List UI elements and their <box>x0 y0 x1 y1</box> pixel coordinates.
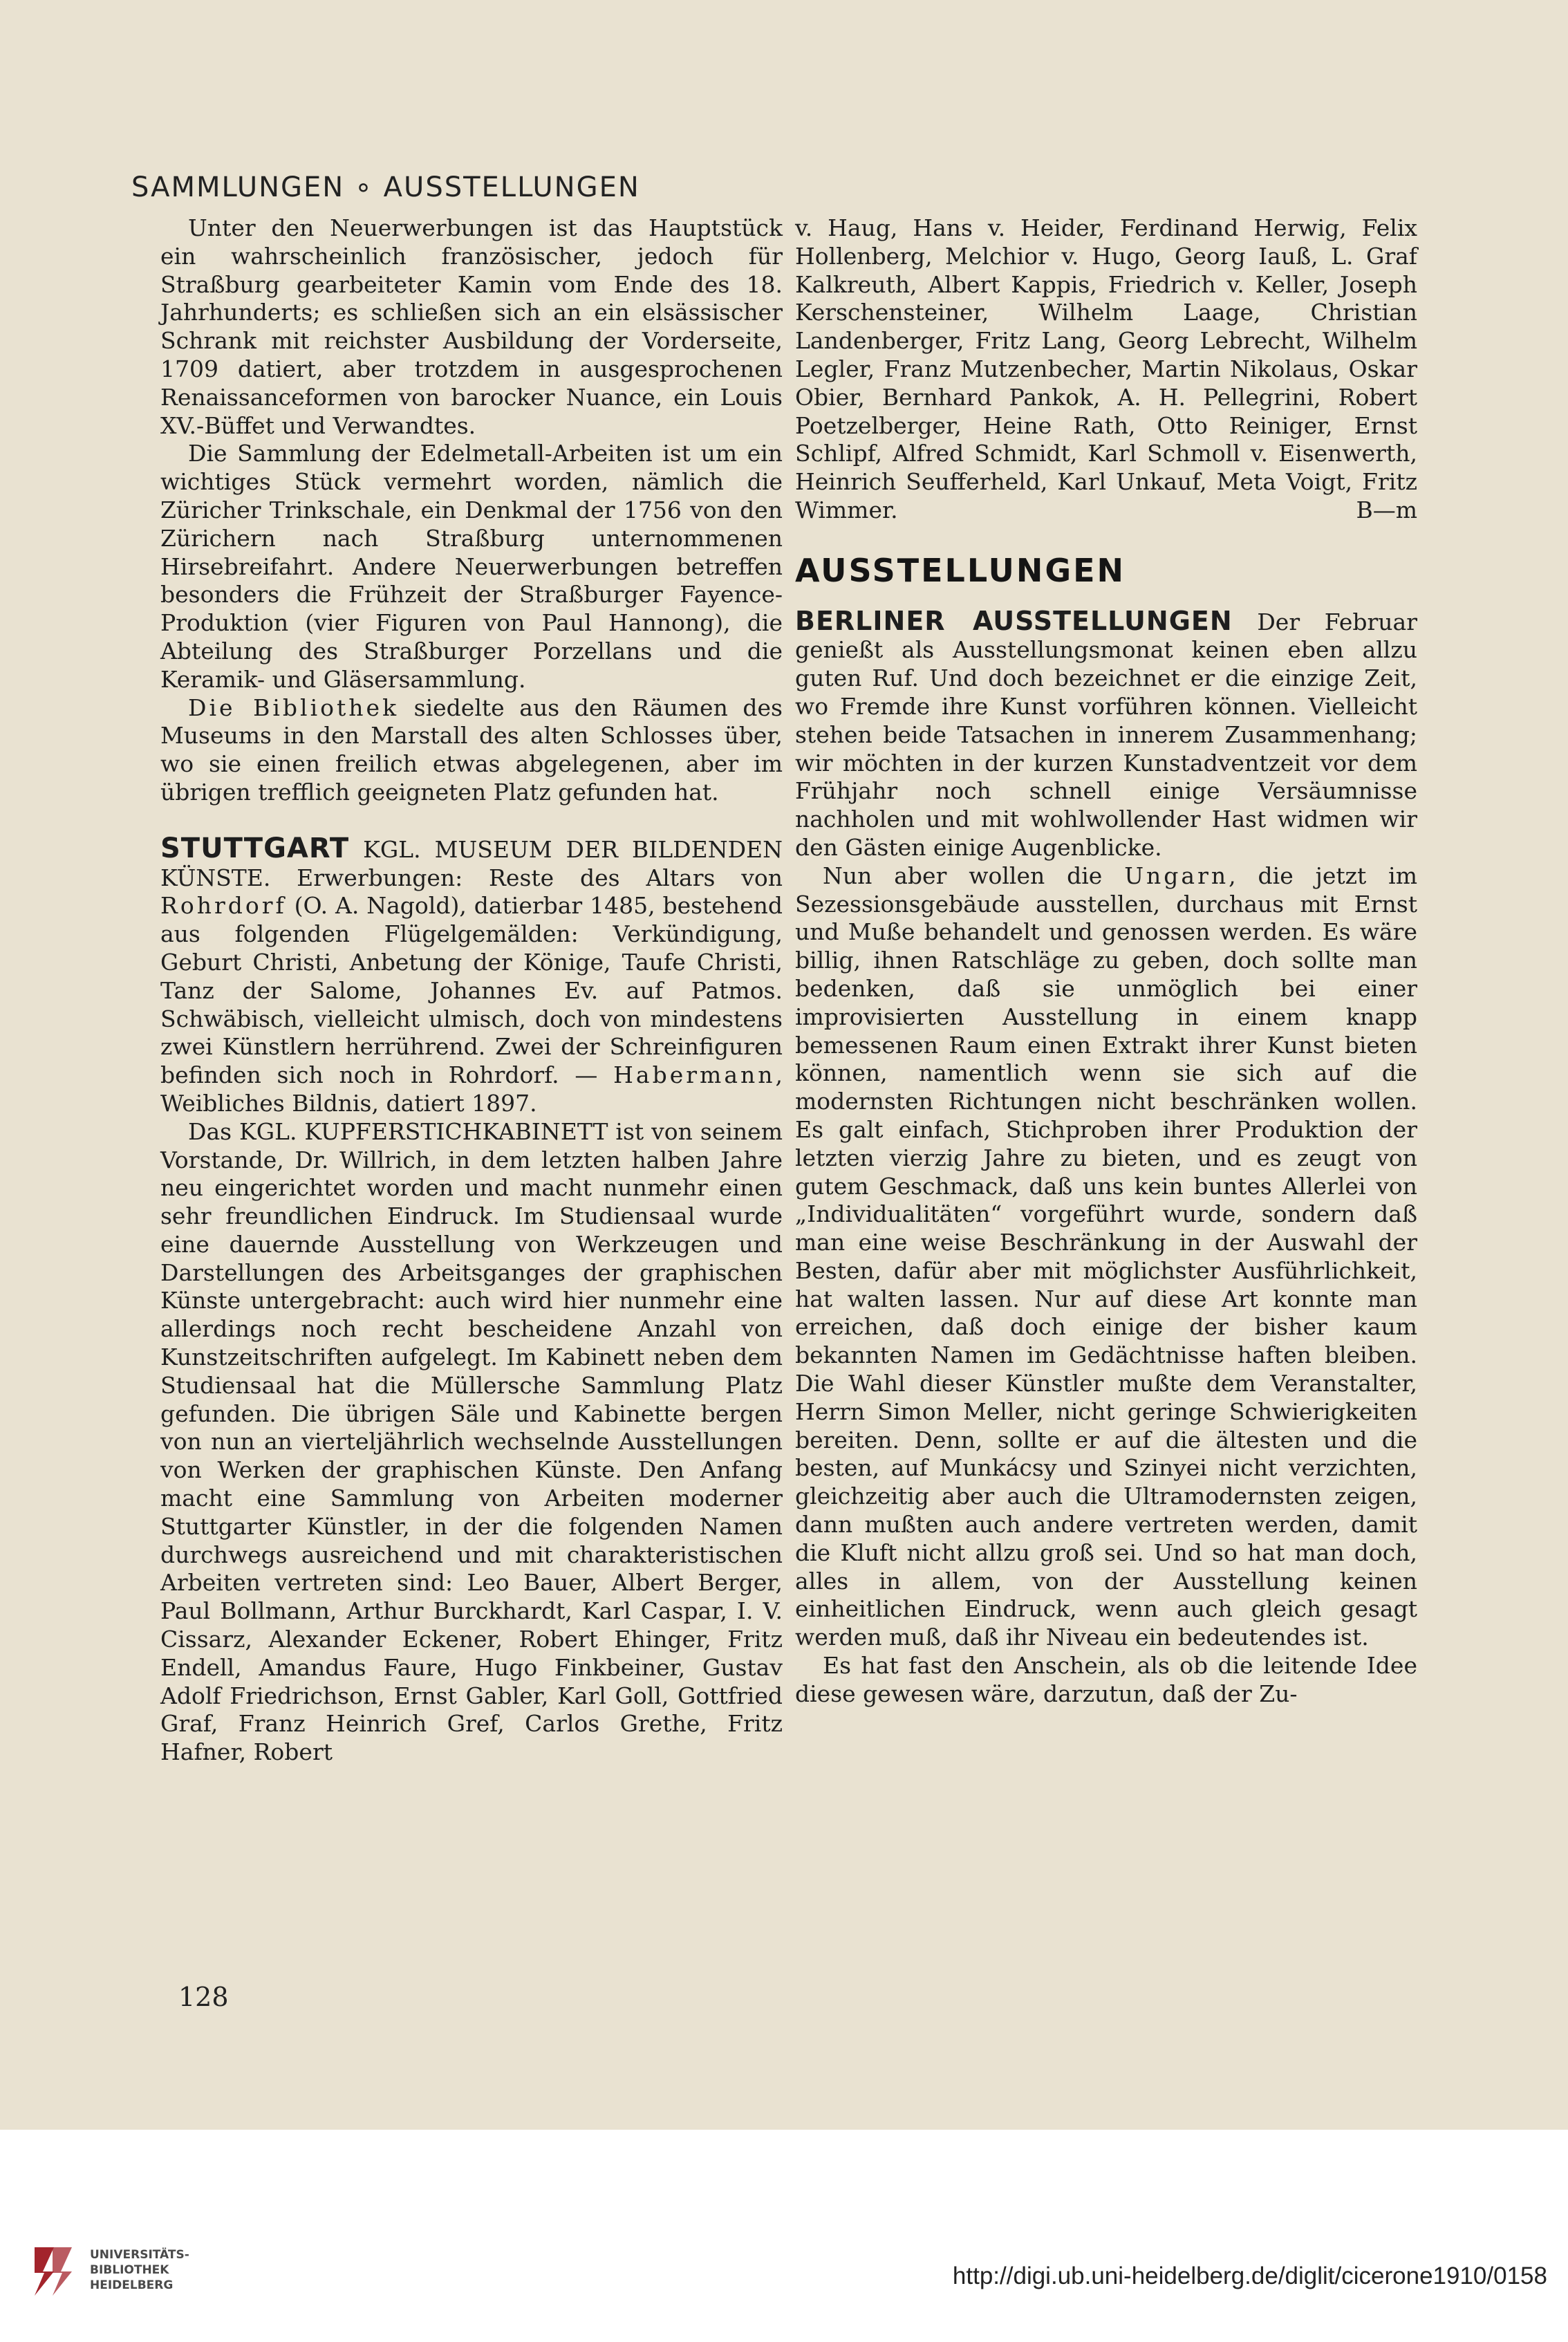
paragraph <box>795 214 1417 525</box>
spaced-text: Ungarn <box>1124 862 1229 889</box>
footer-bar <box>0 2130 1568 2342</box>
page-number: 128 <box>178 1982 229 2012</box>
paragraph-text: KGL. MUSEUM DER BILDENDEN KÜNSTE. Erwerbungen: Reste des Altars von <box>160 835 783 891</box>
paragraph: Unter den Neuerwerbungen ist das Hauptstück ein wahrscheinlich französischer, jedoch für Straßburg gearbeiteter Kamin vom Ende des 18. Jahrhunderts; es schließen sich an ein elsässischer Schrank mit reichster Ausbildung der Vorderseite, 1709 datiert, aber trotzdem in ausgesprochenen Renaissanceformen von barocker Nuance, ein Louis XV.-Büffet und Verwandtes. <box>160 214 783 439</box>
paragraph-text: v. Haug, Hans v. Heider, Ferdinand Herwig, Felix Hollenberg, Melchior v. Hugo, Georg Iauß, L. Graf Kalkreuth, Albert Kappis, Friedrich v. Keller, Joseph Kerschensteiner, Wilhelm Laage, Christian Landenberger, Fritz Lang, Georg Lebrecht, Wilhelm Legler, Franz Mutzenbecher, Martin Nikolaus, Oskar Obier, Bernhard Pankok, A. H. Pellegrini, Robert Poetzelberger, Heine Rath, Otto Reiniger, Ernst Schlipf, Alfred Schmidt, Karl Schmoll v. Eisenwerth, Heinrich Seufferheld, Karl Unkauf, Meta Voigt, Fritz Wimmer. <box>795 214 1417 523</box>
library-name-line: UNIVERSITÄTS- <box>90 2248 189 2262</box>
running-head: SAMMLUNGEN ∘ AUSSTELLUNGEN <box>131 171 640 203</box>
signature: B—m <box>1356 496 1417 523</box>
paragraph-text: , Weibliches Bildnis, datiert 1897. <box>160 1061 783 1117</box>
paragraph: Es hat fast den Anschein, als ob die leitende Idee diese gewesen wäre, darzutun, daß der Zu- <box>795 1652 1417 1707</box>
city-heading: STUTTGART <box>160 832 350 864</box>
berlin-entry <box>795 607 1417 862</box>
spaced-text: Habermann <box>613 1061 776 1089</box>
spacer <box>160 807 783 835</box>
library-name-line: HEIDELBERG <box>90 2278 174 2292</box>
subsection-heading: BERLINER AUSSTELLUNGEN <box>795 605 1233 636</box>
library-logo-icon <box>28 2244 76 2299</box>
stuttgart-entry <box>160 832 783 1118</box>
library-name-line: BIBLIOTHEK <box>90 2263 169 2277</box>
paragraph-text: Die Sammlung der Edelmetall-Arbeiten ist um ein wichtiges Stück vermehrt worden, nämlich die Züricher Trinkschale, ein Denkmal der 1756 von den Zürichern nach Straßburg unternommenen Hirsebreifahrt. Andere Neuerwerbungen betreffen besonders die Frühzeit der Straßburger Fayence-Produktion (vier Figuren von Paul Hannong), die Abteilung des Straßburger Porzellans und die Keramik- und Gläsersammlung. <box>160 440 783 693</box>
left-column <box>160 214 783 1767</box>
paragraph-text: siedelte aus den Räumen des Museums in den Marstall des alten Schlosses über, wo sie einen freilich etwas abgelegenen, aber im übrigen trefflich geeigneten Platz gefunden hat. <box>160 694 783 806</box>
paragraph-text: Nun aber wollen die <box>823 862 1125 889</box>
spaced-text: Rohrdorf <box>160 892 287 920</box>
source-url-link[interactable]: http://digi.ub.uni-heidelberg.de/diglit/cicerone1910/0158 <box>952 2262 1547 2289</box>
right-column <box>795 214 1417 1709</box>
paragraph <box>795 862 1417 1652</box>
paragraph-text: (O. A. Nagold), datierbar 1485, bestehend aus folgenden Flügelgemälden: Verkündigung, Geburt Christi, Anbetung der Könige, Taufe Christi, Tanz der Salome, Johannes Ev. auf Patmos. Schwäbisch, vielleicht ulmisch, doch von mindestens zwei Künstlern herrührend. Zwei der Schreinfiguren befinden sich noch in Rohrdorf. — <box>160 892 783 1089</box>
paragraph: Das KGL. KUPFERSTICHKABINETT ist von seinem Vorstande, Dr. Willrich, in dem letzten halben Jahre neu eingerichtet worden und macht nunmehr einen sehr freundlichen Eindruck. Im Studiensaal wurde eine dauernde Ausstellung von Werkzeugen und Darstellungen des Arbeitsganges der graphischen Künste untergebracht: auch wird hier nunmehr eine allerdings noch recht bescheidene Anzahl von Kunstzeitschriften aufgelegt. Im Kabinett neben dem Studiensaal hat die Müllersche Sammlung Platz gefunden. Die übrigen Säle und Kabinette bergen von nun an vierteljährlich wechselnde Ausstellungen von Werken der graphischen Künste. Den Anfang macht eine Sammlung von Arbeiten moderner Stuttgarter Künstler, in der die folgenden Namen durchwegs ausreichend und mit charakteristischen Arbeiten vertreten sind: Leo Bauer, Albert Berger, Paul Bollmann, Arthur Burckhardt, Karl Caspar, I. V. Cissarz, Alexander Eckener, Robert Ehinger, Fritz Endell, Amandus Faure, Hugo Finkbeiner, Gustav Adolf Friedrichson, Ernst Gabler, Karl Goll, Gottfried Graf, Franz Heinrich Gref, Carlos Grethe, Fritz Hafner, Robert <box>160 1117 783 1766</box>
paragraph <box>160 694 783 807</box>
spaced-text: Die Bibliothek <box>188 694 400 721</box>
paragraph <box>160 440 783 694</box>
paragraph-text: Der Februar genießt als Ausstellungsmonat keinen eben allzu guten Ruf. Und doch bezeichnet er die einzige Zeit, wo Fremde ihre Kunst vorführen können. Vielleicht stehen beide Tatsachen in innerem Zusammenhang; wir möchten in der kurzen Kunstadventzeit vor dem Frühjahr noch schnell einige Versäumnisse nachholen und mit wohlwollender Hast widmen wir den Gästen einige Augenblicke. <box>795 608 1418 861</box>
paragraph-text: , die jetzt im Sezessionsgebäude ausstellen, durchaus mit Ernst und Muße behandelt und genossen werden. Es wäre billig, ihnen Ratschläge zu geben, doch sollte man bedenken, daß sie unmöglich bei einer improvisierten Ausstellung in einem knapp bemessenen Raum einen Extrakt ihrer Kunst bieten können, namentlich wenn sie sich auf die modernsten Richtungen nicht beschränken wollen. Es galt einfach, Stichproben ihrer Produktion der letzten vierzig Jahre zu bieten, und es zeugt von gutem Geschmack, daß uns kein buntes Allerlei von „Individualitäten“ vorgeführt wurde, sondern daß man eine weise Beschränkung in der Auswahl der Besten, dafür aber mit möglichster Ausführlichkeit, hat walten lassen. Nur auf diese Art konnte man erreichen, daß doch einige der bisher kaum bekannten Namen im Gedächtnisse haften bleiben. Die Wahl dieser Künstler mußte dem Veranstalter, Herrn Simon Meller, nicht geringe Schwierigkeiten bereiten. Denn, sollte er auf die ältesten und die besten, auf Munkácsy und Szinyei nicht verzichten, gleichzeitig aber auch die Ultramodernsten zeigen, dann mußten auch andere vertreten werden, damit die Kluft nicht allzu groß sei. Und so hat man doch, alles in allem, von der Ausstellung keinen einheitlichen Eindruck, wenn auch gleich gesagt werden muß, daß ihr Niveau ein bedeutendes ist. <box>795 862 1417 1651</box>
section-heading: AUSSTELLUNGEN <box>795 551 1126 589</box>
library-name <box>90 2247 189 2293</box>
